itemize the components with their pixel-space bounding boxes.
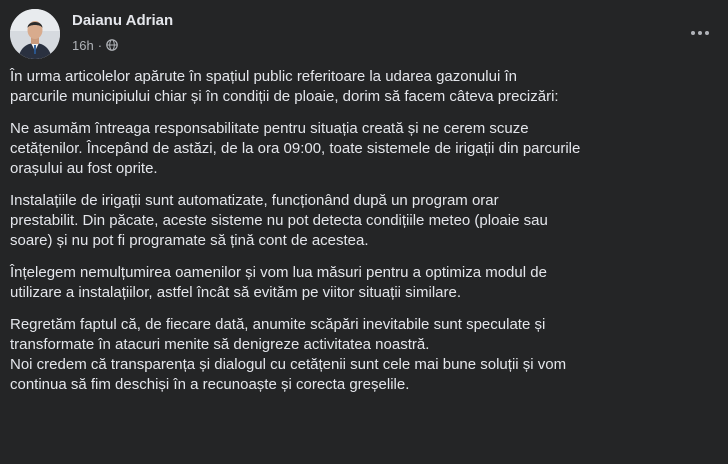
post-content: [10, 67, 718, 407]
globe-icon[interactable]: [106, 39, 118, 51]
meta-separator: ·: [97, 37, 103, 53]
post-paragraph: Înțelegem nemulțumirea oamenilor și vom lua măsuri pentru a optimiza modul de utilizare a instalațiilor, astfel încât să evităm pe viitor situații similare.: [10, 264, 547, 301]
post-paragraph: Instalațiile de irigații sunt automatizate, funcționând după un program orar prestabilit. Din păcate, aceste sisteme nu pot detecta condițiile meteo (ploaie sau soare) și nu pot fi programate să țină cont de acestea.: [10, 192, 548, 249]
author-name[interactable]: Daianu Adrian: [72, 12, 174, 29]
more-horizontal-icon: [690, 30, 710, 36]
profile-photo: [10, 9, 60, 59]
avatar[interactable]: [10, 9, 60, 59]
post-paragraph: Regretăm faptul că, de fiecare dată, anumite scăpări inevitabile sunt speculate și transformate în atacuri menite să denigreze activitatea noastră. Noi credem că transparența și dialogul cu cetățenii sunt cele mai bune soluții și vom continua să fim deschiși în a recunoaște și corecta greșelile.: [10, 316, 567, 393]
post-paragraph: Ne asumăm întreaga responsabilitate pentru situația creată și ne cerem scuze cetățenilor. Începând de astăzi, de la ora 09:00, toate sistemele de irigații din parcurile orașului au fost oprite.: [10, 120, 581, 177]
more-options-button[interactable]: [686, 19, 714, 47]
post-header: [10, 9, 718, 59]
post-meta: [72, 37, 118, 53]
post-time[interactable]: 16h: [72, 37, 94, 53]
post-paragraph: În urma articolelor apărute în spațiul public referitoare la udarea gazonului în parcurile municipiului chiar și în condiții de ploaie, dorim să facem câteva precizări:: [10, 68, 559, 105]
